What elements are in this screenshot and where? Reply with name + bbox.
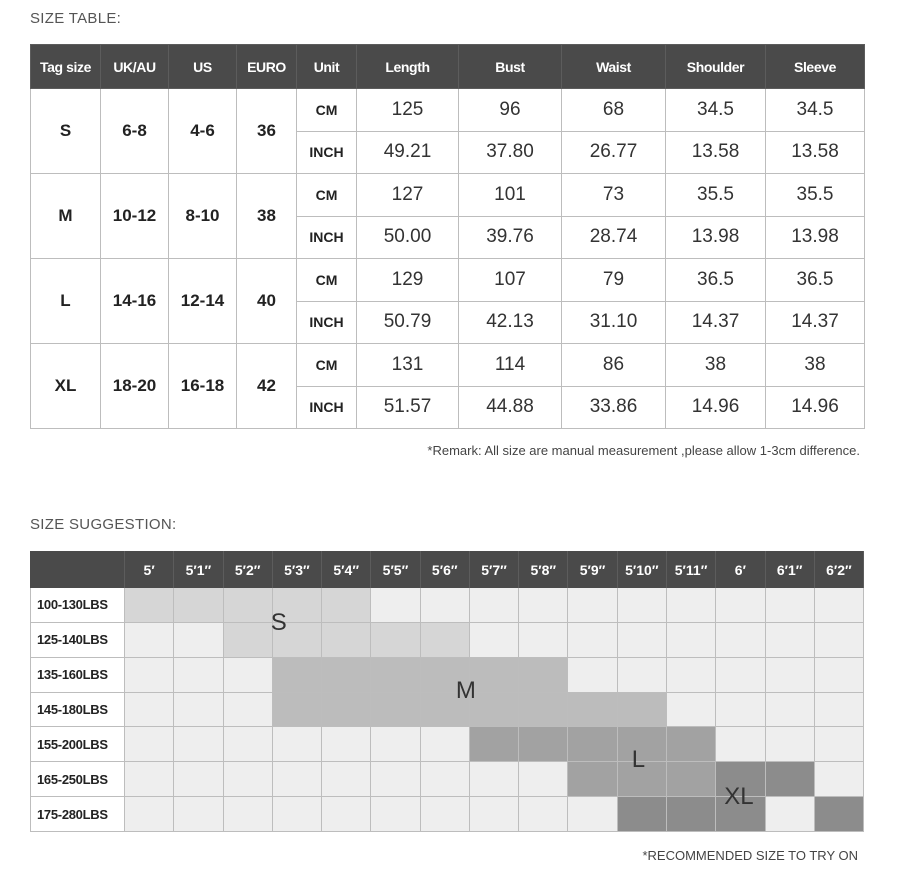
shoulder-value: 36.5 (666, 259, 766, 302)
unit-cell: CM (297, 259, 357, 302)
grid-cell (224, 658, 273, 693)
length-value: 131 (357, 344, 459, 387)
sleeve-value: 14.37 (766, 301, 865, 344)
height-header: 5′4″ (322, 551, 371, 588)
unit-cell: INCH (297, 216, 357, 259)
grid-cell (667, 693, 716, 728)
sleeve-value: 36.5 (766, 259, 865, 302)
grid-cell (174, 588, 223, 623)
weight-label: 165-250LBS (30, 762, 125, 797)
grid-cell (568, 727, 617, 762)
zone-label-l: L (631, 746, 646, 774)
height-header: 5′3″ (273, 551, 322, 588)
uk-au-size-cell: 14-16 (101, 259, 169, 344)
euro-size-cell: 38 (237, 174, 297, 259)
bust-value: 96 (459, 89, 562, 132)
grid-cell (322, 658, 371, 693)
grid-cell (174, 727, 223, 762)
size-table-header-row (31, 45, 865, 89)
header-tag-size: Tag size (31, 45, 101, 89)
height-header: 5′11″ (667, 551, 716, 588)
grid-cell (224, 588, 273, 623)
grid-cell (716, 727, 765, 762)
unit-cell: CM (297, 174, 357, 217)
length-value: 127 (357, 174, 459, 217)
grid-cell (371, 588, 420, 623)
grid-cell (224, 797, 273, 832)
grid-cell (322, 623, 371, 658)
header-shoulder: Shoulder (666, 45, 766, 89)
zone-label-xl: XL (724, 783, 754, 811)
waist-value: 79 (562, 259, 666, 302)
grid-cell (322, 797, 371, 832)
grid-cell (766, 658, 815, 693)
grid-cell (125, 588, 174, 623)
sleeve-value: 13.58 (766, 131, 865, 174)
grid-cell (568, 693, 617, 728)
waist-value: 73 (562, 174, 666, 217)
tag-size-cell: M (31, 174, 101, 259)
grid-cell (716, 693, 765, 728)
waist-value: 31.10 (562, 301, 666, 344)
grid-cell (716, 588, 765, 623)
height-header: 5′9″ (568, 551, 617, 588)
grid-cell (322, 693, 371, 728)
grid-cell (421, 727, 470, 762)
header-uk-au: UK/AU (101, 45, 169, 89)
grid-cell (766, 727, 815, 762)
length-value: 50.79 (357, 301, 459, 344)
grid-cell (125, 762, 174, 797)
grid-cell (125, 658, 174, 693)
waist-value: 86 (562, 344, 666, 387)
bust-value: 114 (459, 344, 562, 387)
grid-cell (470, 658, 519, 693)
zone-label-m: M (455, 676, 476, 704)
sleeve-value: 38 (766, 344, 865, 387)
measurement-remark: *Remark: All size are manual measurement ,please allow 1-3cm difference. (427, 443, 860, 458)
grid-cell (519, 623, 568, 658)
grid-cell (322, 588, 371, 623)
grid-cell (568, 797, 617, 832)
grid-cell (125, 727, 174, 762)
shoulder-value: 14.37 (666, 301, 766, 344)
height-header: 5′1″ (174, 551, 223, 588)
header-euro: EURO (237, 45, 297, 89)
zone-label-s: S (270, 608, 287, 636)
grid-cell (322, 727, 371, 762)
grid-cell (174, 623, 223, 658)
grid-cell (568, 588, 617, 623)
grid-cell (815, 727, 864, 762)
unit-cell: INCH (297, 131, 357, 174)
sleeve-value: 34.5 (766, 89, 865, 132)
grid-cell (667, 762, 716, 797)
grid-cell (766, 623, 815, 658)
grid-cell (273, 797, 322, 832)
recommend-note: *RECOMMENDED SIZE TO TRY ON (642, 848, 858, 863)
shoulder-value: 13.98 (666, 216, 766, 259)
weight-label: 100-130LBS (30, 588, 125, 623)
weight-label: 155-200LBS (30, 727, 125, 762)
euro-size-cell: 42 (237, 344, 297, 429)
uk-au-size-cell: 6-8 (101, 89, 169, 174)
sleeve-value: 35.5 (766, 174, 865, 217)
header-us: US (169, 45, 237, 89)
grid-cell (519, 762, 568, 797)
grid-cell (618, 693, 667, 728)
grid-cell (470, 727, 519, 762)
length-value: 129 (357, 259, 459, 302)
grid-cell (766, 588, 815, 623)
size-table-title: SIZE TABLE: (30, 10, 122, 27)
height-header: 5′2″ (224, 551, 273, 588)
euro-size-cell: 36 (237, 89, 297, 174)
grid-cell (371, 693, 420, 728)
grid-cell (371, 762, 420, 797)
grid-cell (224, 727, 273, 762)
sleeve-value: 14.96 (766, 386, 865, 429)
tag-size-cell: XL (31, 344, 101, 429)
grid-cell (568, 762, 617, 797)
grid-cell (766, 693, 815, 728)
grid-cell (421, 797, 470, 832)
bust-value: 39.76 (459, 216, 562, 259)
height-header: 5′ (125, 551, 174, 588)
grid-cell (174, 693, 223, 728)
grid-cell (224, 762, 273, 797)
uk-au-size-cell: 10-12 (101, 174, 169, 259)
unit-cell: CM (297, 344, 357, 387)
shoulder-value: 13.58 (666, 131, 766, 174)
grid-cell (470, 762, 519, 797)
grid-cell (618, 658, 667, 693)
bust-value: 107 (459, 259, 562, 302)
height-header: 5′6″ (421, 551, 470, 588)
grid-cell (519, 658, 568, 693)
header-bust: Bust (459, 45, 562, 89)
height-header: 6′1″ (766, 551, 815, 588)
tag-size-cell: L (31, 259, 101, 344)
size-row-xl-cm (31, 344, 865, 387)
bust-value: 44.88 (459, 386, 562, 429)
grid-cell (174, 762, 223, 797)
shoulder-value: 38 (666, 344, 766, 387)
grid-cell (766, 797, 815, 832)
grid-cell (273, 727, 322, 762)
grid-cell (470, 623, 519, 658)
grid-cell (618, 588, 667, 623)
grid-cell (371, 727, 420, 762)
shoulder-value: 35.5 (666, 174, 766, 217)
size-row-m-cm (31, 174, 865, 217)
unit-cell: INCH (297, 386, 357, 429)
length-value: 125 (357, 89, 459, 132)
grid-cell (519, 797, 568, 832)
height-header: 5′7″ (470, 551, 519, 588)
grid-cell (519, 588, 568, 623)
grid-cell (174, 797, 223, 832)
weight-label: 145-180LBS (30, 693, 125, 728)
size-suggestion-title: SIZE SUGGESTION: (30, 516, 177, 533)
grid-cell (125, 623, 174, 658)
height-header: 5′8″ (519, 551, 568, 588)
shoulder-value: 14.96 (666, 386, 766, 429)
grid-cell (568, 658, 617, 693)
grid-cell (470, 588, 519, 623)
grid-cell (273, 693, 322, 728)
waist-value: 33.86 (562, 386, 666, 429)
grid-cell (371, 658, 420, 693)
grid-cell (815, 693, 864, 728)
euro-size-cell: 40 (237, 259, 297, 344)
size-table (30, 44, 865, 429)
waist-value: 28.74 (562, 216, 666, 259)
height-header: 6′ (716, 551, 765, 588)
grid-cell (667, 797, 716, 832)
grid-cell (667, 727, 716, 762)
grid-cell (371, 623, 420, 658)
header-sleeve: Sleeve (766, 45, 865, 89)
grid-cell (421, 588, 470, 623)
uk-au-size-cell: 18-20 (101, 344, 169, 429)
size-row-l-cm (31, 259, 865, 302)
grid-cell (667, 623, 716, 658)
grid-cell (519, 693, 568, 728)
bust-value: 37.80 (459, 131, 562, 174)
grid-cell (224, 623, 273, 658)
grid-cell (125, 693, 174, 728)
us-size-cell: 8-10 (169, 174, 237, 259)
grid-cell (815, 658, 864, 693)
grid-cell (371, 797, 420, 832)
grid-corner-header (30, 551, 125, 588)
grid-cell (568, 623, 617, 658)
length-value: 50.00 (357, 216, 459, 259)
unit-cell: CM (297, 89, 357, 132)
size-suggestion-grid (30, 551, 864, 832)
sleeve-value: 13.98 (766, 216, 865, 259)
grid-cell (224, 693, 273, 728)
shoulder-value: 34.5 (666, 89, 766, 132)
grid-cell (125, 797, 174, 832)
bust-value: 42.13 (459, 301, 562, 344)
weight-label: 125-140LBS (30, 623, 125, 658)
grid-cell (815, 623, 864, 658)
height-header: 5′5″ (371, 551, 420, 588)
grid-cell (716, 658, 765, 693)
waist-value: 68 (562, 89, 666, 132)
grid-cell (815, 588, 864, 623)
tag-size-cell: S (31, 89, 101, 174)
grid-cell (470, 797, 519, 832)
size-row-s-cm (31, 89, 865, 132)
height-header: 6′2″ (815, 551, 864, 588)
us-size-cell: 12-14 (169, 259, 237, 344)
grid-cell (421, 762, 470, 797)
grid-cell (273, 658, 322, 693)
waist-value: 26.77 (562, 131, 666, 174)
grid-cell (716, 623, 765, 658)
header-unit: Unit (297, 45, 357, 89)
grid-cell (618, 797, 667, 832)
grid-cell (322, 762, 371, 797)
grid-cell (618, 623, 667, 658)
grid-cell (766, 762, 815, 797)
grid-cell (174, 658, 223, 693)
header-length: Length (357, 45, 459, 89)
weight-label: 175-280LBS (30, 797, 125, 832)
unit-cell: INCH (297, 301, 357, 344)
length-value: 49.21 (357, 131, 459, 174)
grid-cell (667, 658, 716, 693)
header-waist: Waist (562, 45, 666, 89)
us-size-cell: 16-18 (169, 344, 237, 429)
bust-value: 101 (459, 174, 562, 217)
grid-cell (273, 762, 322, 797)
length-value: 51.57 (357, 386, 459, 429)
us-size-cell: 4-6 (169, 89, 237, 174)
weight-label: 135-160LBS (30, 658, 125, 693)
height-header: 5′10″ (618, 551, 667, 588)
grid-cell (815, 797, 864, 832)
grid-cell (421, 623, 470, 658)
grid-cell (667, 588, 716, 623)
grid-cell (815, 762, 864, 797)
grid-cell (470, 693, 519, 728)
grid-cell (519, 727, 568, 762)
